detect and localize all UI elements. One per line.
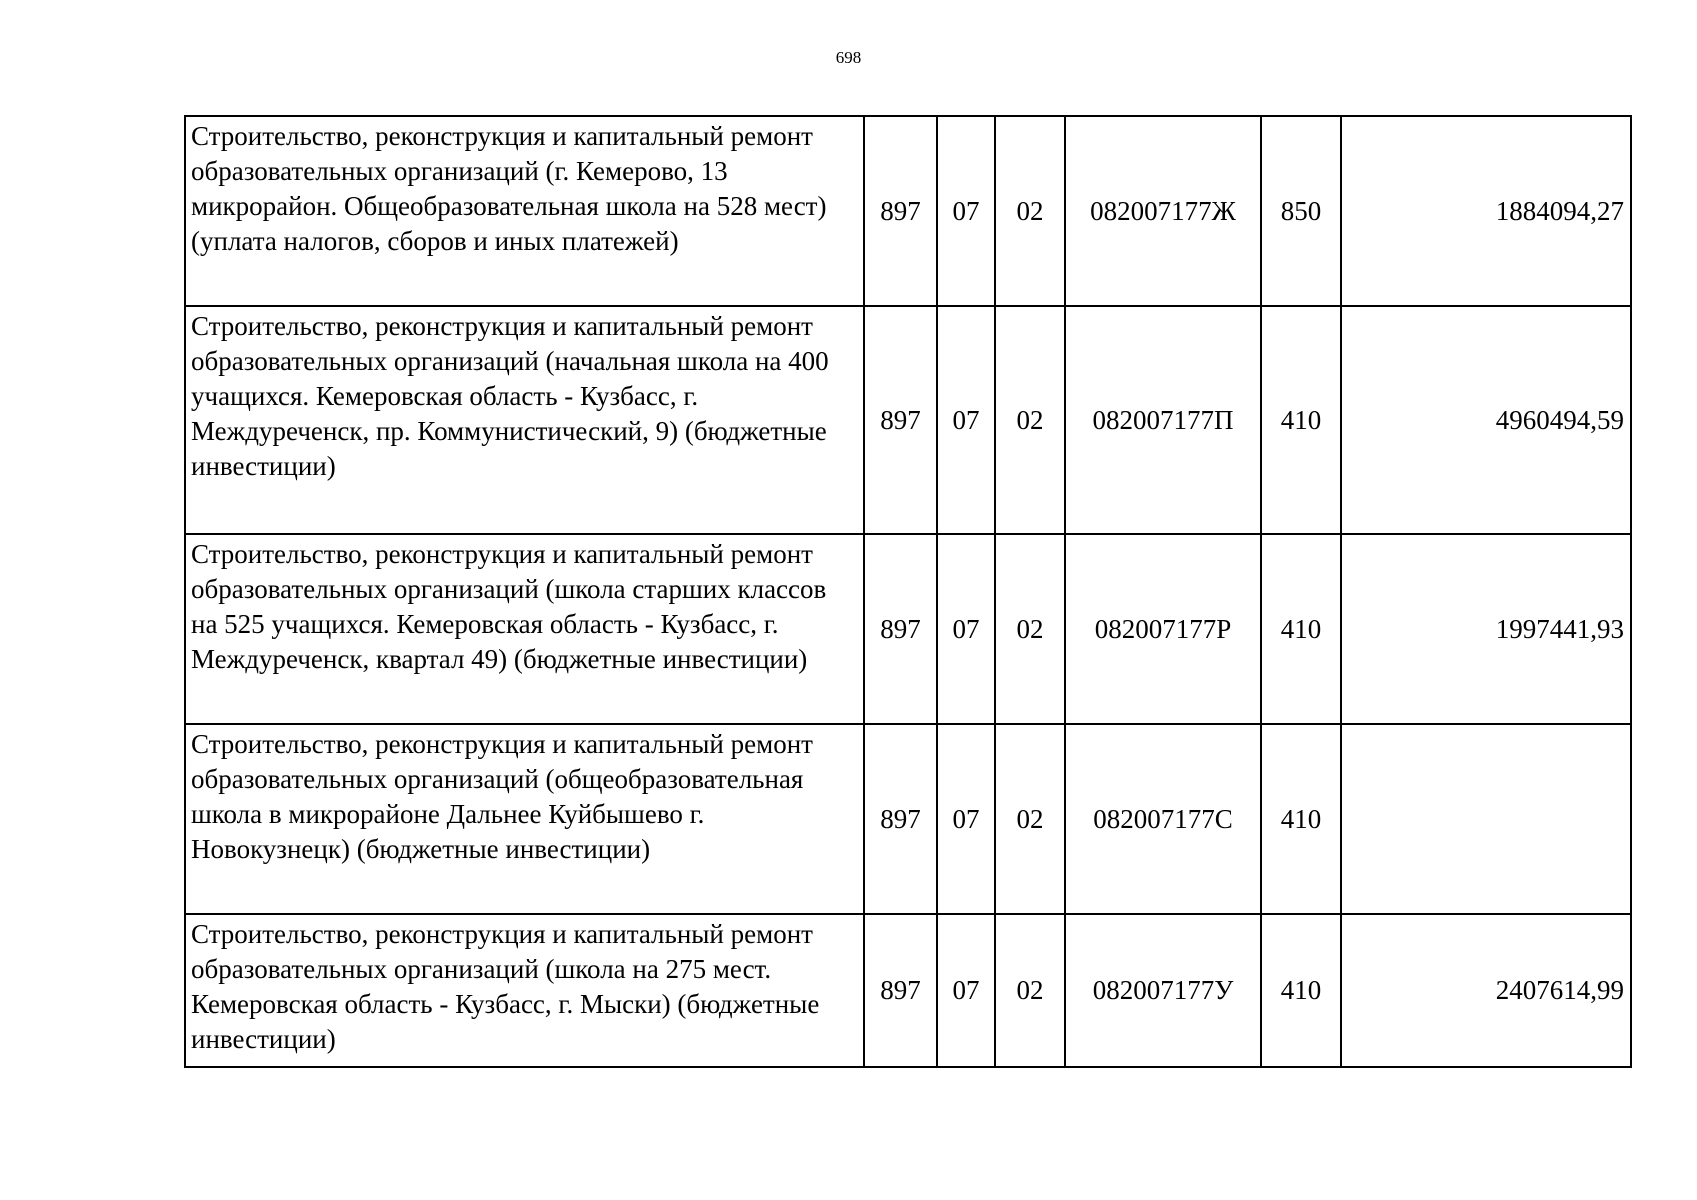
expense-type-code: 410 (1261, 306, 1341, 534)
target-article-code: 082007177П (1065, 306, 1261, 534)
subsection-code: 02 (995, 116, 1065, 306)
ministry-code: 897 (864, 534, 937, 724)
subsection-code: 02 (995, 914, 1065, 1067)
section-code: 07 (937, 116, 995, 306)
row-description: Строительство, реконструкция и капитальный ремонт образовательных организаций (г. Кемерово, 13 микрорайон. Общеобразовательная школа на 528 мест) (уплата налогов, сборов и иных платежей) (185, 116, 864, 306)
budget-table (184, 115, 1632, 1068)
ministry-code: 897 (864, 306, 937, 534)
expense-type-code: 410 (1261, 914, 1341, 1067)
row-description: Строительство, реконструкция и капитальный ремонт образовательных организаций (общеобразовательная школа в микрорайоне Дальнее Куйбышево г. Новокузнецк) (бюджетные инвестиции) (185, 724, 864, 914)
amount: 1884094,27 (1341, 116, 1631, 306)
page-number: 698 (835, 48, 862, 67)
amount: 1997441,93 (1341, 534, 1631, 724)
ministry-code: 897 (864, 724, 937, 914)
target-article-code: 082007177У (1065, 914, 1261, 1067)
amount (1341, 724, 1631, 914)
row-description: Строительство, реконструкция и капитальный ремонт образовательных организаций (школа на 275 мест. Кемеровская область - Кузбасс, г. Мыски) (бюджетные инвестиции) (185, 914, 864, 1067)
expense-type-code: 850 (1261, 116, 1341, 306)
section-code: 07 (937, 724, 995, 914)
amount: 2407614,99 (1341, 914, 1631, 1067)
amount: 4960494,59 (1341, 306, 1631, 534)
target-article-code: 082007177Ж (1065, 116, 1261, 306)
table-row (185, 914, 1631, 1067)
target-article-code: 082007177С (1065, 724, 1261, 914)
ministry-code: 897 (864, 914, 937, 1067)
section-code: 07 (937, 306, 995, 534)
subsection-code: 02 (995, 306, 1065, 534)
table-row (185, 116, 1631, 306)
ministry-code: 897 (864, 116, 937, 306)
section-code: 07 (937, 914, 995, 1067)
section-code: 07 (937, 534, 995, 724)
table-row (185, 306, 1631, 534)
subsection-code: 02 (995, 534, 1065, 724)
table-row (185, 724, 1631, 914)
expense-type-code: 410 (1261, 724, 1341, 914)
expense-type-code: 410 (1261, 534, 1341, 724)
table-row (185, 534, 1631, 724)
target-article-code: 082007177Р (1065, 534, 1261, 724)
row-description: Строительство, реконструкция и капитальный ремонт образовательных организаций (школа старших классов на 525 учащихся. Кемеровская область - Кузбасс, г. Междуреченск, квартал 49) (бюджетные инвестиции) (185, 534, 864, 724)
subsection-code: 02 (995, 724, 1065, 914)
row-description: Строительство, реконструкция и капитальный ремонт образовательных организаций (начальная школа на 400 учащихся. Кемеровская область - Кузбасс, г. Междуреченск, пр. Коммунистический, 9) (бюджетные инвестиции) (185, 306, 864, 534)
